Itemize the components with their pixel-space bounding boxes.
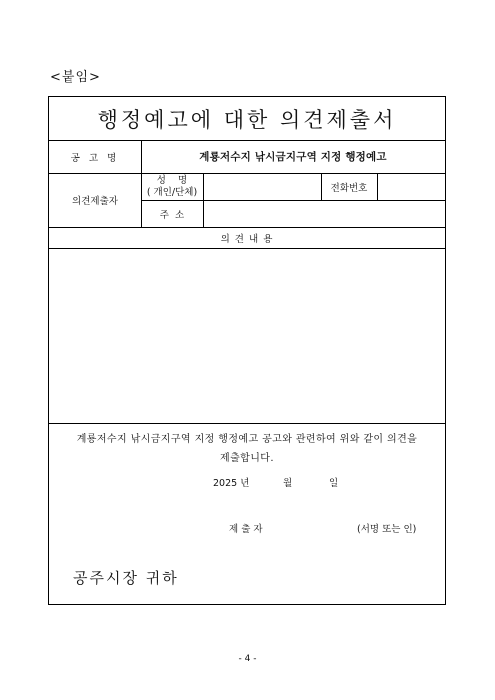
date-year: 2025 년 — [213, 478, 250, 489]
attachment-label: <붙임> — [50, 70, 101, 85]
name-label — [141, 173, 203, 200]
name-label-line2: ( 개인/단체) — [146, 186, 198, 198]
phone-label: 전화번호 — [330, 182, 368, 194]
form-title: 행정예고에 대한 의견제출서 — [49, 97, 445, 141]
notice-name: 계룡저수지 낚시금지구역 지정 행정예고 — [199, 151, 387, 163]
address-label: 주 소 — [159, 209, 185, 221]
page-number: - 4 - — [238, 654, 257, 664]
name-field[interactable] — [203, 173, 321, 200]
notice-label: 공 고 명 — [70, 152, 120, 164]
phone-field[interactable] — [377, 173, 445, 200]
address-field[interactable] — [203, 200, 445, 227]
statement-line2: 제출합니다. — [220, 453, 274, 464]
name-label-line1: 성 명 — [156, 174, 188, 186]
submitter-sign-label: 제 출 자 — [229, 524, 263, 535]
opinion-content-field[interactable] — [49, 248, 445, 423]
statement-line1: 계룡저수지 낚시금지구역 지정 행정예고 공고와 관련하여 위와 같이 의견을 — [76, 434, 418, 445]
date-month: 월 — [283, 478, 293, 489]
opinion-form — [48, 96, 446, 605]
opinion-header: 의 견 내 용 — [220, 233, 274, 245]
date-day: 일 — [329, 478, 339, 489]
submitter-label: 의견제출자 — [72, 196, 118, 207]
addressee: 공주시장 귀하 — [73, 569, 179, 587]
sign-hint: (서명 또는 인) — [357, 524, 417, 535]
